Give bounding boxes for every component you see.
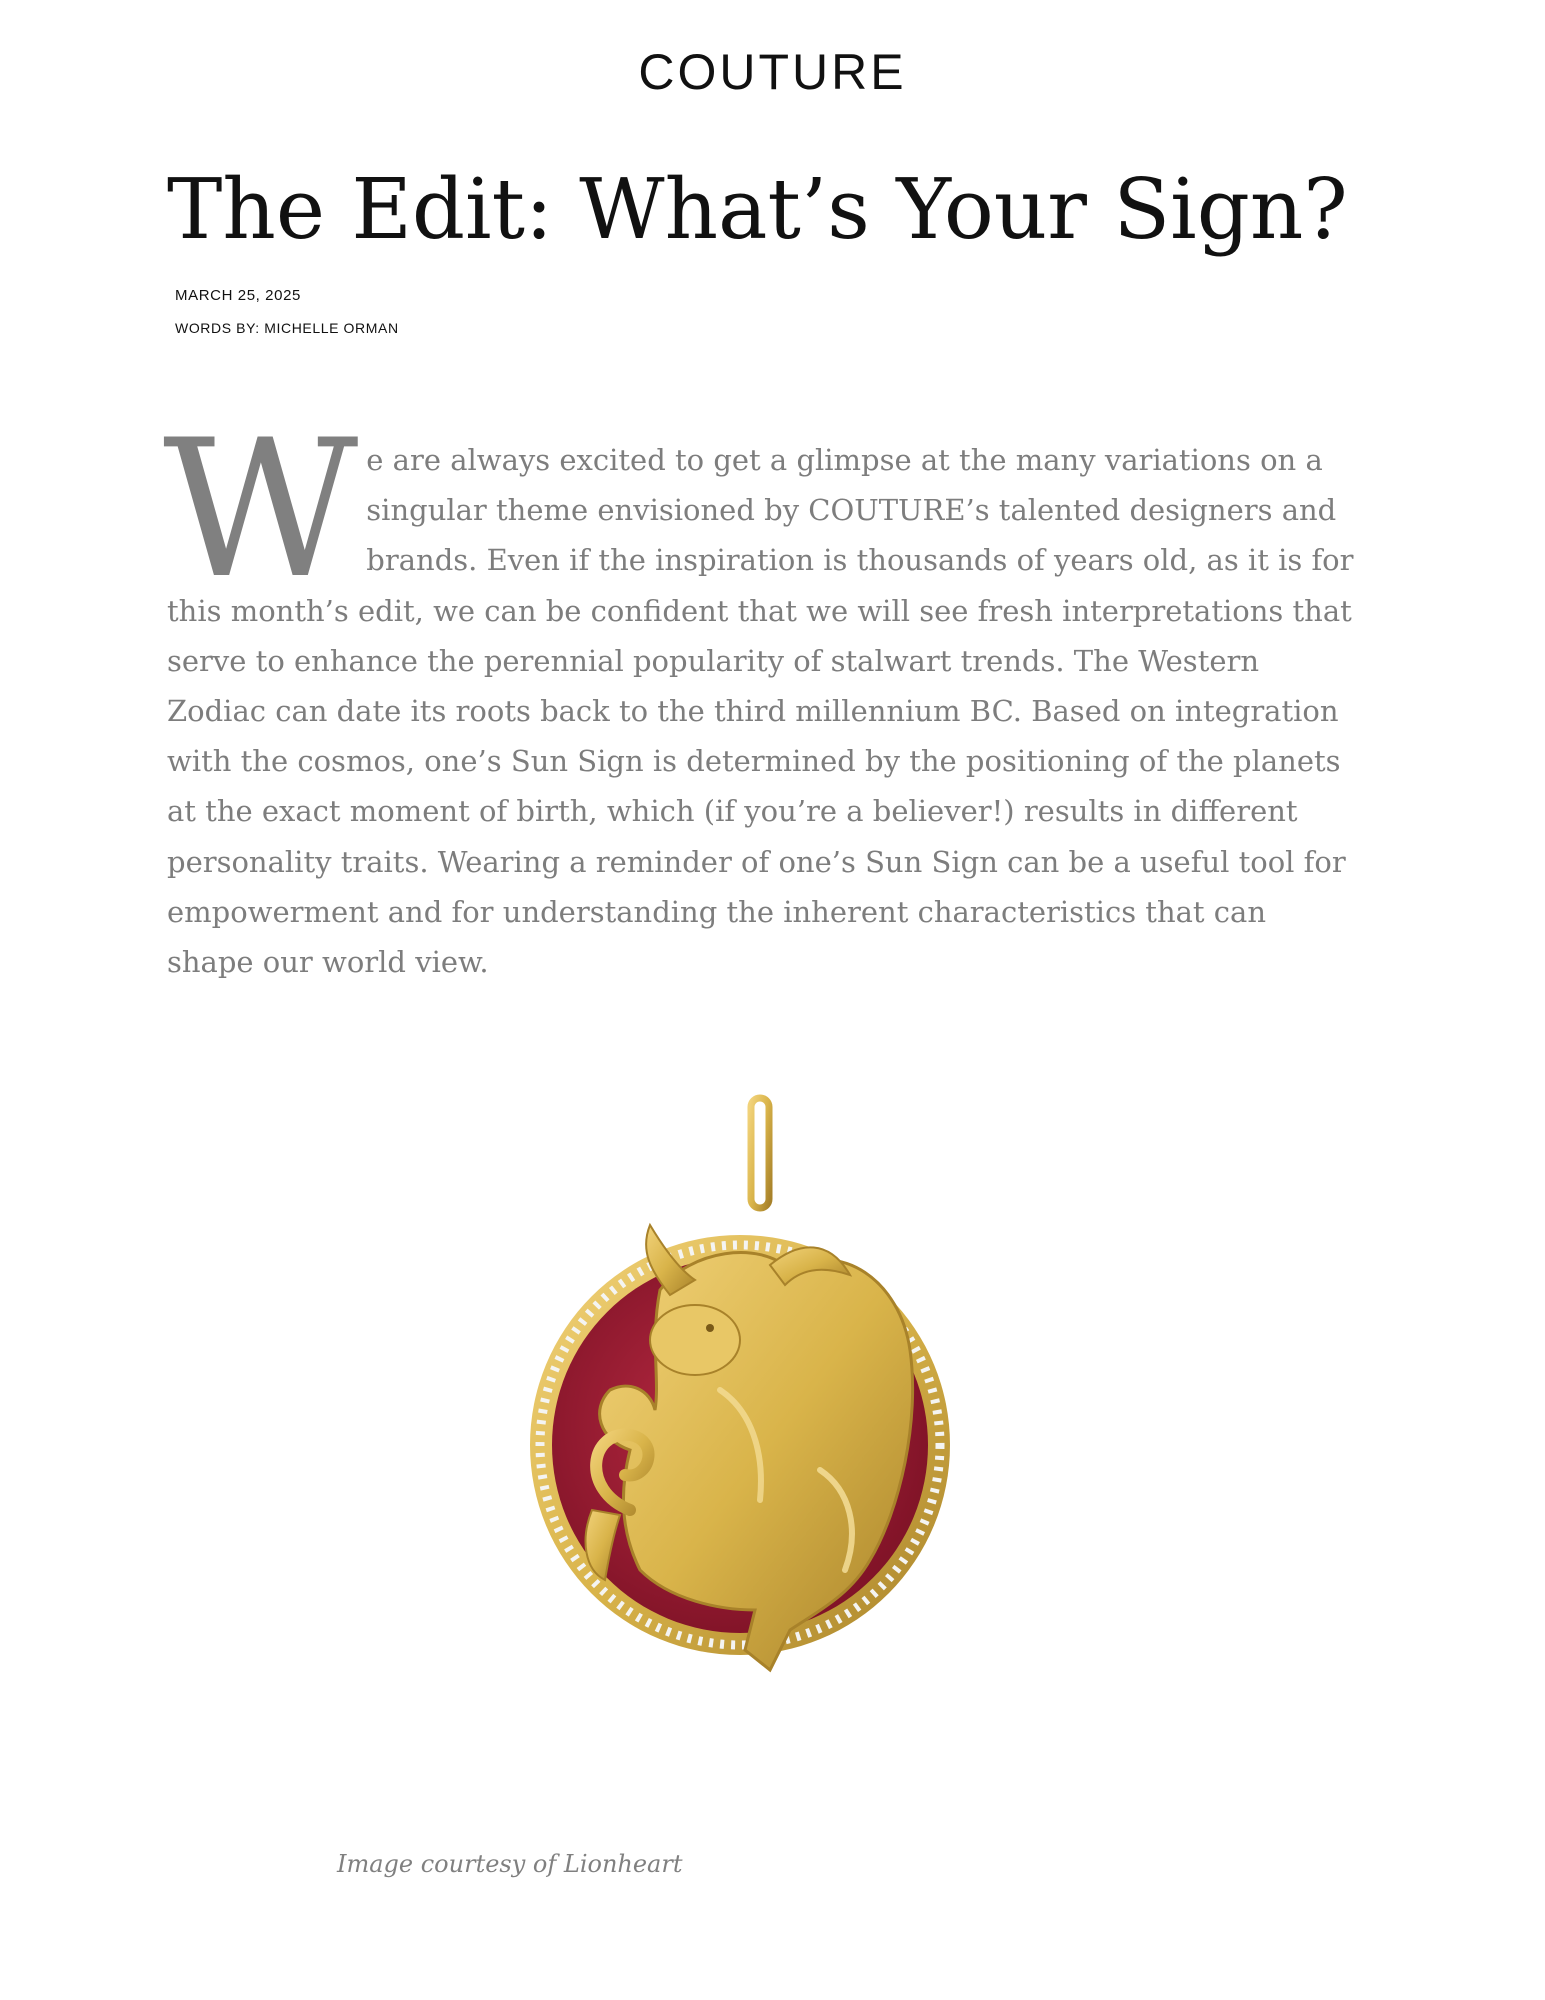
bull-head <box>650 1305 740 1375</box>
body-line: brands. Even if the inspiration is thousands of years old, as it is for <box>366 543 1354 578</box>
taurus-pendant-image <box>520 1090 960 1710</box>
body-line: Zodiac can date its roots back to the third millennium BC. Based on integration <box>167 694 1339 729</box>
drop-cap: W <box>163 399 359 620</box>
taurus-pendant-illustration <box>520 1090 960 1710</box>
body-line: empowerment and for understanding the inherent characteristics that can <box>167 894 1266 929</box>
body-line: personality traits. Wearing a reminder of one’s Sun Sign can be a useful tool for <box>167 844 1346 879</box>
article-title: The Edit: What’s Your Sign? <box>167 161 1348 258</box>
body-line: singular theme envisioned by COUTURE’s talented designers and <box>366 493 1337 528</box>
image-caption: Image courtesy of Lionheart <box>337 1850 683 1878</box>
site-logo[interactable]: COUTURE <box>638 44 907 100</box>
pendant-bail <box>751 1098 769 1208</box>
article-body <box>163 399 1402 987</box>
body-line: this month’s edit, we can be confident that we will see fresh interpretations that <box>167 593 1352 628</box>
body-line: at the exact moment of birth, which (if you’re a believer!) results in different <box>167 794 1298 829</box>
body-line: shape our world view. <box>167 945 489 980</box>
body-line: e are always excited to get a glimpse at the many variations on a <box>366 443 1323 477</box>
article-byline: WORDS BY: MICHELLE ORMAN <box>175 320 399 336</box>
article-date: MARCH 25, 2025 <box>175 287 301 304</box>
body-line: with the cosmos, one’s Sun Sign is determined by the positioning of the planets <box>167 744 1341 779</box>
body-line: serve to enhance the perennial popularity of stalwart trends. The Western <box>167 643 1260 678</box>
bull-eye <box>706 1324 714 1332</box>
